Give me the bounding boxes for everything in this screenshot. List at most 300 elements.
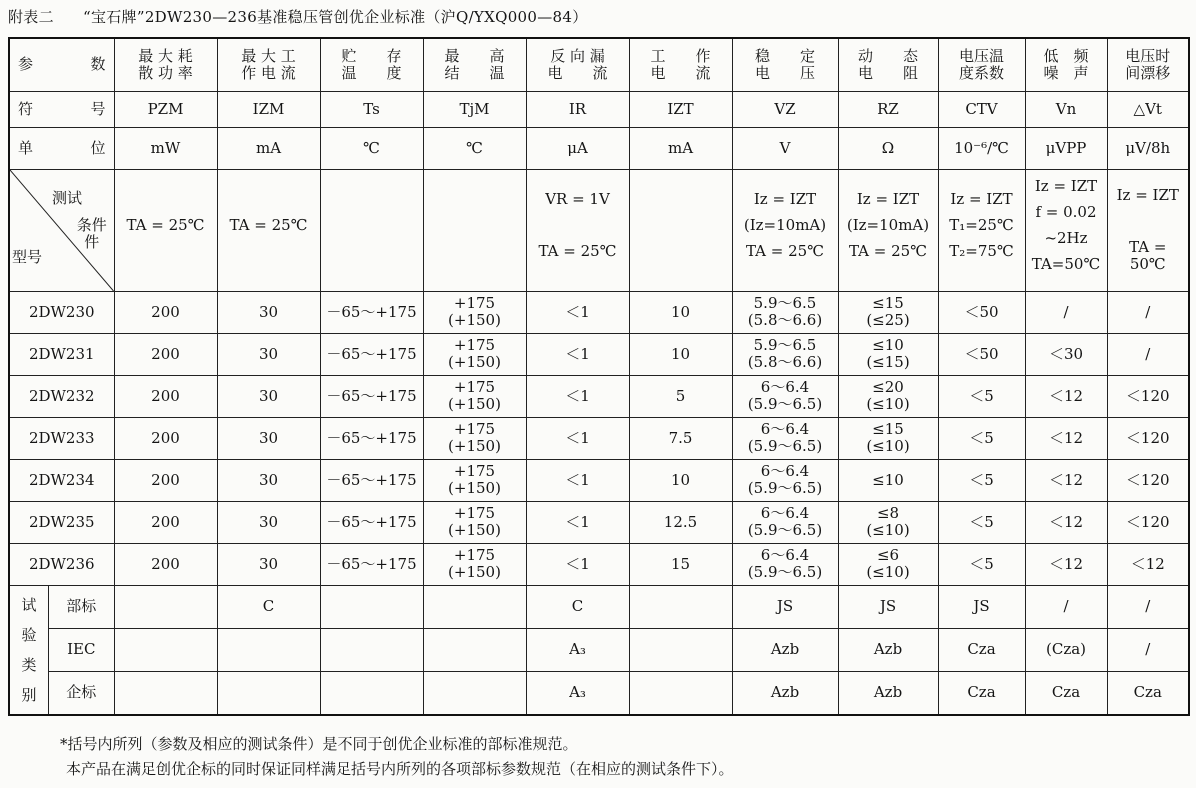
table-title-text: “宝石牌”2DW230—236基准稳压管创优企业标准（沪Q/YXQ000—84）: [82, 8, 588, 26]
symbol-cell: IZT: [629, 91, 732, 127]
model-value-line: +175: [453, 420, 496, 438]
symbol-label: [9, 91, 114, 127]
model-value-line: 30: [258, 470, 279, 489]
model-value-line: ＜12: [1048, 512, 1084, 531]
model-value-line: 200: [151, 470, 180, 489]
model-value-cell: [217, 501, 320, 543]
model-value-cell: [1025, 375, 1107, 417]
model-value-line: ＜120: [1125, 470, 1170, 489]
model-value-line: －65～+175: [326, 386, 417, 405]
test-category-cell: [320, 585, 423, 628]
model-value-cell: [217, 417, 320, 459]
model-value-line: 200: [151, 512, 180, 531]
model-value-line: (5.9～6.5): [747, 479, 823, 497]
column-header: [423, 38, 526, 91]
model-value-cell: [423, 543, 526, 585]
model-value-line: ＜1: [565, 344, 590, 363]
model-value-line: ＜1: [565, 302, 590, 321]
model-value-cell: [1107, 459, 1189, 501]
diag-test-label: 测试: [52, 188, 83, 207]
condition-diagonal-cell: [9, 169, 114, 291]
symbol-row: [9, 91, 1189, 127]
condition-row: [9, 169, 1189, 291]
column-header: [526, 38, 629, 91]
model-value-line: ＜1: [565, 554, 590, 573]
model-value-line: ≤10: [872, 470, 904, 489]
standards-table: [8, 37, 1190, 716]
model-value-cell: [526, 291, 629, 333]
param-header-wrap: [12, 56, 112, 73]
model-value-cell: [838, 543, 938, 585]
model-value-cell: [938, 333, 1025, 375]
model-value-line: ＜12: [1048, 386, 1084, 405]
footnote-1: *括号内所列（参数及相应的测试条件）是不同于创优企业标准的部标准规范。: [60, 735, 578, 753]
model-value-cell: [423, 501, 526, 543]
symbol-cell: IR: [526, 91, 629, 127]
test-category-cell: /: [1025, 585, 1107, 628]
model-value-line: (+150): [448, 353, 501, 371]
test-category-cell: [320, 628, 423, 671]
model-value-line: ＜12: [1048, 470, 1084, 489]
column-header-line1: 贮 存: [341, 46, 402, 65]
model-value-line: 6～6.4: [760, 504, 810, 522]
unit-cell: μV/8h: [1107, 127, 1189, 169]
model-value-cell: [629, 375, 732, 417]
model-value-cell: [938, 417, 1025, 459]
model-value-line: ＜120: [1125, 512, 1170, 531]
model-value-cell: [732, 459, 838, 501]
model-value-line: (≤15): [866, 353, 910, 371]
model-value-line: ＜5: [969, 428, 994, 447]
symbol-cell: TjM: [423, 91, 526, 127]
model-value-cell: [1025, 291, 1107, 333]
model-value-cell: [217, 375, 320, 417]
condition-line: Iz = IZT: [753, 190, 817, 208]
model-value-cell: [423, 291, 526, 333]
model-value-line: 30: [258, 344, 279, 363]
column-header-line2: 电 流: [547, 63, 608, 82]
model-value-line: (5.9～6.5): [747, 395, 823, 413]
model-value-line: (≤25): [866, 311, 910, 329]
model-row: [9, 375, 1189, 417]
model-value-line: ＜12: [1130, 554, 1165, 573]
symbol-label-char: 符: [18, 99, 34, 118]
model-value-cell: [838, 291, 938, 333]
model-value-line: 15: [670, 554, 691, 573]
column-header: [732, 38, 838, 91]
param-header-char: 数: [90, 55, 106, 74]
model-value-cell: [938, 291, 1025, 333]
model-value-line: ≤6: [876, 546, 900, 564]
model-value-cell: [629, 501, 732, 543]
param-header: [9, 38, 114, 91]
column-header-line2: 结 温: [444, 63, 505, 82]
model-value-cell: [320, 501, 423, 543]
model-name: 2DW231: [9, 333, 114, 375]
condition-cell: [1107, 169, 1189, 291]
test-category-cell: [629, 671, 732, 714]
model-value-line: 7.5: [668, 428, 693, 447]
test-category-cell: Cza: [1107, 671, 1189, 714]
condition-cell: [938, 169, 1025, 291]
test-category-cell: C: [217, 585, 320, 628]
test-category-cell: Cza: [1025, 671, 1107, 714]
model-value-line: ＜12: [1048, 428, 1084, 447]
condition-line: f = 0.02: [1035, 203, 1097, 221]
model-value-line: ＜5: [969, 470, 994, 489]
model-value-line: 30: [258, 386, 279, 405]
model-value-cell: [114, 417, 217, 459]
condition-cell: [732, 169, 838, 291]
model-value-line: 10: [670, 344, 691, 363]
model-value-line: －65～+175: [326, 554, 417, 573]
symbol-cell: IZM: [217, 91, 320, 127]
model-value-cell: [1107, 501, 1189, 543]
model-value-line: ＜1: [565, 470, 590, 489]
test-category-label: IEC: [49, 628, 114, 671]
condition-line: (Iz=10mA): [743, 216, 827, 234]
model-value-line: 10: [670, 470, 691, 489]
model-value-line: +175: [453, 294, 496, 312]
model-value-line: (+150): [448, 521, 501, 539]
test-category-cell: [217, 671, 320, 714]
condition-line: Iz = IZT: [856, 190, 920, 208]
model-value-line: ≤20: [872, 378, 904, 396]
model-value-cell: [526, 417, 629, 459]
model-value-cell: [320, 417, 423, 459]
unit-cell: mA: [217, 127, 320, 169]
unit-row: [9, 127, 1189, 169]
symbol-cell: PZM: [114, 91, 217, 127]
test-category-cell: [629, 628, 732, 671]
model-value-line: +175: [453, 462, 496, 480]
condition-line: TA = 25℃: [746, 242, 824, 260]
condition-line: Iz = IZT: [1116, 186, 1179, 204]
test-category-cell: [423, 585, 526, 628]
condition-line: TA=50℃: [1031, 255, 1101, 273]
model-value-line: (5.9～6.5): [747, 521, 823, 539]
condition-cell: [217, 169, 320, 291]
model-value-line: ＜50: [964, 302, 999, 321]
model-value-line: /: [1063, 302, 1069, 321]
model-value-cell: [114, 375, 217, 417]
unit-label: [9, 127, 114, 169]
test-category-row: [9, 671, 1189, 714]
unit-cell: mA: [629, 127, 732, 169]
condition-line: TA = 25℃: [538, 242, 617, 260]
model-value-cell: [320, 543, 423, 585]
column-header-line2: 噪 声: [1043, 63, 1089, 82]
test-category-row: [9, 585, 1189, 628]
model-row: [9, 459, 1189, 501]
model-value-line: ＜1: [565, 512, 590, 531]
model-value-line: 5.9～6.5: [753, 336, 817, 354]
model-value-cell: [526, 459, 629, 501]
model-value-cell: [1107, 291, 1189, 333]
unit-cell: mW: [114, 127, 217, 169]
column-header-line1: 反 向 漏: [550, 46, 605, 65]
column-header-line1: 稳 定: [754, 46, 815, 65]
model-value-line: +175: [453, 378, 496, 396]
test-category-label: 部标: [49, 586, 114, 629]
column-header: [217, 38, 320, 91]
column-header: [1025, 38, 1107, 91]
model-value-cell: [732, 291, 838, 333]
model-value-line: ≤8: [876, 504, 900, 522]
model-value-line: ＜5: [969, 554, 994, 573]
unit-cell: μA: [526, 127, 629, 169]
column-header-line1: 最 高: [444, 46, 505, 65]
model-value-line: 10: [670, 302, 691, 321]
model-name: 2DW230: [9, 291, 114, 333]
model-value-cell: [938, 375, 1025, 417]
model-value-line: ≤15: [872, 420, 904, 438]
test-category-cell: Cza: [938, 671, 1025, 714]
test-category-cell: [423, 628, 526, 671]
model-value-cell: [629, 333, 732, 375]
model-row: [9, 543, 1189, 585]
model-value-cell: [629, 459, 732, 501]
test-category-cell: /: [1107, 628, 1189, 671]
model-value-cell: [114, 459, 217, 501]
test-category-cell: [423, 671, 526, 714]
column-header: [938, 38, 1025, 91]
symbol-cell: CTV: [938, 91, 1025, 127]
model-value-line: /: [1145, 344, 1151, 363]
test-category-inner-row: [10, 586, 114, 629]
model-value-line: 200: [151, 386, 180, 405]
model-value-line: (+150): [448, 311, 501, 329]
model-value-cell: [938, 459, 1025, 501]
symbol-cell: Ts: [320, 91, 423, 127]
column-header-line2: 散 功 率: [138, 63, 193, 82]
column-header-line1: 电压时: [1125, 46, 1171, 65]
condition-line: TA = 25℃: [229, 216, 308, 234]
unit-cell: μVPP: [1025, 127, 1107, 169]
condition-line: [529, 217, 627, 243]
model-value-cell: [320, 459, 423, 501]
column-header-line2: 温 度: [341, 63, 402, 82]
test-category-char: 类: [21, 655, 37, 674]
footnotes: [60, 732, 1160, 782]
symbol-cell: △Vt: [1107, 91, 1189, 127]
model-value-line: (+150): [448, 479, 501, 497]
diag-model-label: 型号: [12, 247, 43, 266]
model-value-line: 6～6.4: [760, 546, 810, 564]
model-value-line: 200: [151, 428, 180, 447]
test-category-cell: [114, 585, 217, 628]
unit-cell: 10⁻⁶/℃: [938, 127, 1025, 169]
test-category-char: 试: [21, 595, 37, 614]
model-value-cell: [526, 375, 629, 417]
model-value-cell: [732, 375, 838, 417]
model-value-cell: [938, 501, 1025, 543]
model-value-cell: [732, 333, 838, 375]
model-value-cell: [526, 333, 629, 375]
model-value-line: (≤10): [866, 395, 910, 413]
footnote-2: 本产品在满足创优企标的同时保证同样满足括号内所列的各项部标参数规范（在相应的测试条件下）。: [66, 760, 734, 778]
model-value-line: 12.5: [663, 512, 698, 531]
column-header-line2: 电 阻: [857, 63, 918, 82]
model-value-line: ＜120: [1125, 386, 1170, 405]
symbol-label-char: 号: [90, 99, 106, 118]
model-name: 2DW234: [9, 459, 114, 501]
test-category-cell: Cza: [938, 628, 1025, 671]
model-value-line: －65～+175: [326, 512, 417, 531]
model-value-line: ＜5: [969, 386, 994, 405]
model-value-cell: [938, 543, 1025, 585]
model-value-cell: [629, 543, 732, 585]
test-category-vertical: [10, 586, 49, 714]
column-header-line1: 低 频: [1043, 46, 1089, 65]
model-value-cell: [320, 291, 423, 333]
condition-line: T₂=75℃: [949, 242, 1014, 260]
test-category-cell: [114, 671, 217, 714]
model-value-line: 30: [258, 428, 279, 447]
model-value-line: (≤10): [866, 521, 910, 539]
model-value-cell: [423, 375, 526, 417]
test-category-cell: A₃: [526, 671, 629, 714]
model-value-line: (+150): [448, 563, 501, 581]
test-category-cell: JS: [938, 585, 1025, 628]
test-category-cell: /: [1107, 585, 1189, 628]
model-value-cell: [114, 543, 217, 585]
test-category-cell: C: [526, 585, 629, 628]
model-value-line: 6～6.4: [760, 462, 810, 480]
model-value-cell: [732, 543, 838, 585]
model-value-cell: [1025, 459, 1107, 501]
model-value-line: 30: [258, 512, 279, 531]
condition-line: T₁=25℃: [949, 216, 1014, 234]
condition-line: VR = 1V: [545, 190, 610, 208]
unit-cell: ℃: [320, 127, 423, 169]
test-category-cell: JS: [732, 585, 838, 628]
unit-cell: ℃: [423, 127, 526, 169]
model-value-cell: [732, 501, 838, 543]
condition-line: TA = 25℃: [126, 216, 205, 234]
model-value-cell: [423, 417, 526, 459]
test-category-label: 企标: [66, 683, 97, 701]
column-header-line1: 最 大 耗: [138, 46, 193, 65]
column-header-line2: 作 电 流: [241, 63, 296, 82]
test-category-cell: [217, 628, 320, 671]
unit-label-char: 单: [18, 138, 34, 157]
model-value-line: (+150): [448, 437, 501, 455]
model-row: [9, 333, 1189, 375]
param-header-char: 参: [18, 55, 34, 74]
column-header: [320, 38, 423, 91]
model-value-line: (5.9～6.5): [747, 437, 823, 455]
header-row: [9, 38, 1189, 91]
model-value-line: /: [1145, 302, 1151, 321]
model-value-line: (≤10): [866, 437, 910, 455]
model-value-line: ≤10: [872, 336, 904, 354]
test-category-cell: A₃: [526, 628, 629, 671]
model-value-cell: [526, 501, 629, 543]
model-value-line: －65～+175: [326, 470, 417, 489]
model-value-cell: [1107, 417, 1189, 459]
model-value-line: ＜120: [1125, 428, 1170, 447]
model-value-cell: [838, 333, 938, 375]
model-name: 2DW235: [9, 501, 114, 543]
diag-condition-label: 条件件: [76, 215, 107, 251]
model-value-line: (5.9～6.5): [747, 563, 823, 581]
model-value-cell: [217, 333, 320, 375]
symbol-cell: VZ: [732, 91, 838, 127]
column-header: [114, 38, 217, 91]
test-category-cell: [114, 628, 217, 671]
model-value-line: (5.8～6.6): [747, 353, 823, 371]
model-value-line: +175: [453, 504, 496, 522]
model-value-line: (5.8～6.6): [747, 311, 823, 329]
condition-cell: [1025, 169, 1107, 291]
symbol-cell: Vn: [1025, 91, 1107, 127]
condition-line: Iz = IZT: [950, 190, 1013, 208]
model-value-cell: [114, 333, 217, 375]
unit-label-wrap: [12, 140, 112, 157]
condition-line: TA = 50℃: [1129, 238, 1167, 273]
column-header-line1: 最 大 工: [241, 46, 296, 65]
model-value-cell: [320, 375, 423, 417]
model-value-cell: [526, 543, 629, 585]
model-value-cell: [114, 291, 217, 333]
model-value-line: ＜5: [969, 512, 994, 531]
model-value-line: －65～+175: [326, 344, 417, 363]
model-value-line: +175: [453, 546, 496, 564]
condition-cell: [629, 169, 732, 291]
model-value-cell: [320, 333, 423, 375]
test-category-cell: [629, 585, 732, 628]
symbol-cell: RZ: [838, 91, 938, 127]
model-value-line: (+150): [448, 395, 501, 413]
condition-line: (Iz=10mA): [846, 216, 930, 234]
model-value-line: 200: [151, 554, 180, 573]
test-category-cell: Azb: [838, 628, 938, 671]
model-row: [9, 417, 1189, 459]
test-category-cell: JS: [838, 585, 938, 628]
model-value-line: 5.9～6.5: [753, 294, 817, 312]
model-value-cell: [1025, 417, 1107, 459]
condition-line: Iz = IZT: [1034, 177, 1098, 195]
condition-line: TA = 25℃: [849, 242, 927, 260]
column-header: [629, 38, 732, 91]
unit-cell: V: [732, 127, 838, 169]
test-category-char: 别: [21, 685, 37, 704]
model-value-cell: [1025, 543, 1107, 585]
model-name: 2DW232: [9, 375, 114, 417]
symbol-label-wrap: [12, 101, 112, 118]
test-category-inner: [10, 586, 114, 714]
test-category-group-label: [9, 585, 114, 715]
model-value-cell: [423, 333, 526, 375]
table-number: 附表二: [8, 8, 54, 26]
test-category-cell: [320, 671, 423, 714]
model-name: 2DW233: [9, 417, 114, 459]
test-category-cell: Azb: [838, 671, 938, 714]
model-name: 2DW236: [9, 543, 114, 585]
model-value-line: ＜50: [964, 344, 999, 363]
model-value-line: －65～+175: [326, 302, 417, 321]
model-row: [9, 291, 1189, 333]
column-header: [1107, 38, 1189, 91]
model-value-cell: [1107, 543, 1189, 585]
model-value-line: 200: [151, 302, 180, 321]
model-value-line: (≤10): [866, 563, 910, 581]
model-value-cell: [217, 543, 320, 585]
model-value-line: 30: [258, 554, 279, 573]
model-value-cell: [629, 291, 732, 333]
condition-line: ~2Hz: [1044, 229, 1088, 247]
